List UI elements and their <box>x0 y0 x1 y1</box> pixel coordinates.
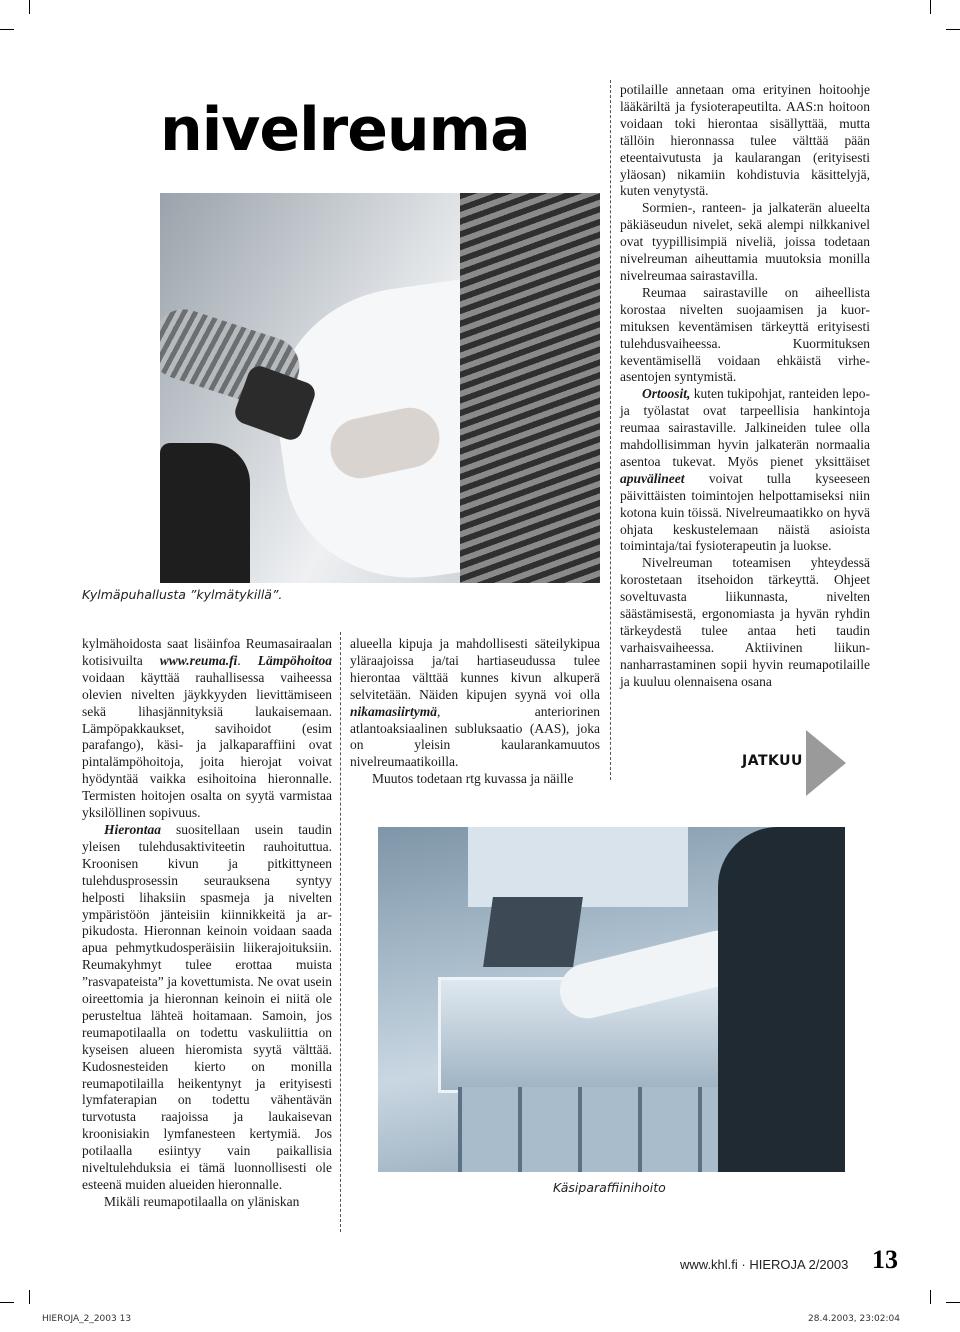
paragraph: Nivelreuman toteamisen yhteydessä korostetaan itsehoidon tärkeyttä. Ohjeet soveltuvasta liikunnasta, nivelten säästämisestä, ergonomiasta ja hyvän ryhdin tärkeydestä tulee antaa heti taudin varhaisvaiheessa. Aktiivinen liikunnanharrastaminen sopii hyvin reumapotilaille ja kuuluu olennaisena osana <box>620 555 870 689</box>
crop-mark <box>930 0 931 14</box>
photo-shape-person <box>718 827 845 1172</box>
article-column-2 <box>350 636 600 788</box>
crop-mark <box>930 1290 931 1304</box>
page-number: 13 <box>872 1245 898 1274</box>
photo-shape-legs <box>160 443 250 583</box>
paragraph: kylmähoidosta saat lisäinfoa Reumasairaalan kotisivuilta www.reuma.fi. Lämpöhoitoa voidaan käyttää rauhallisessa vaiheessa olevien nivelten jäykkyyden lievittämiseen sekä lihasjännityksiä laukaisemaan. Lämpöpakkaukset, savihoidot (esim parafango), käsi- ja jalkaparaffiini ovat pintalämpöhoitoja, joita hierojat voivat hyödyntää vaikka esihoitoina hieronnalle. Termisten hoitojen osalta on syytä varmistaa yksilöllinen sopivuus. <box>82 636 332 821</box>
emphasis: www.reuma.fi <box>159 652 238 668</box>
crop-mark <box>946 1302 960 1303</box>
photo-caption-bottom: Käsiparaffiinihoito <box>553 1180 666 1195</box>
emphasis: apuvälineet <box>620 470 685 486</box>
column-divider <box>340 632 341 1232</box>
emphasis: Ortoosit, <box>642 386 691 402</box>
paragraph: Mikäli reumapotilaalla on yläniskan <box>104 1193 300 1209</box>
photo-caption-top: Kylmäpuhallusta ”kylmätykillä”. <box>82 587 283 602</box>
paragraph: Muutos todetaan rtg kuvassa ja näille <box>372 771 574 787</box>
paragraph: alueella kipuja ja mahdollisesti säteilykipua yläraajoissa ja/tai hartiaseudussa tulee hierontaa välttää kunnes kivun alkuperä selvitetään. Näiden kipujen syynä voi olla nikamasiirtymä, anteriorinen atlantoaksiaalinen subluksaatio (AAS), joka on yleisin kaularankamuutos nivelreumaatikoilla. <box>350 636 600 770</box>
photo-paraffin-bath <box>378 827 845 1172</box>
photo-shape-stand <box>458 1087 718 1172</box>
print-slug-right: 28.4.2003, 23:02:04 <box>808 1314 900 1324</box>
footer-site: www.khl.fi · HIEROJA 2/2003 <box>680 1257 849 1272</box>
emphasis: nikamasiirtymä <box>350 703 438 719</box>
paragraph: Hierontaa suositellaan usein taudin yleisen tulehdusaktiviteetin rauhoituttua. Kroonisen kivun ja pitkittyneen tulehdusprosessin seurauksena syntyy helposti lihaksiin spasmeja ja nivelten ympäristöön jänteisiin kiinnikkeitä ja arpikudosta. Hieronnan keinoin voidaan saada apua pehmytkudosperäisiin liikerajoituksiin. Reumakyhmyt tulee erottaa muista ”rasvapateista” ja kovettumista. Ne ovat usein oireettomia ja hieronnan keinoin ei niitä ole perusteltua lähteä hoitamaan. Samoin, jos reumapotilaalla on todettu vaskuliittia on kyseisen alueen hieromista syytä välttää. Kudosnesteiden kierto on monilla reumapotilailla heikentynyt ja erityisesti lymfaterapian on todettu vähentävän turvotusta raajoissa ja laukaisevan kroonisiakin lymfanesteen kertymiä. Jos potilaalla esiintyy vain paikallisia niveltulehduksia ei tämä luonnollisesti ole esteenä muiden alueiden hieronnalle. <box>82 821 332 1192</box>
crop-mark <box>0 29 14 30</box>
continued-arrow-icon <box>806 730 846 796</box>
article-column-1 <box>82 636 332 1211</box>
article-column-3 <box>620 82 870 691</box>
photo-cold-treatment <box>160 193 600 583</box>
paragraph: Reumaa sairastaville on aiheellista korostaa nivelten suojaamisen ja kuormituksen keventämisen tärkeyttä erityisesti tulehdusvaiheessa. Kuormituksen keventämisellä voidaan ehkäistä virheasentojen syntymistä. <box>620 284 870 385</box>
photo-shape-machine-lid <box>483 897 583 967</box>
emphasis: Hierontaa <box>104 821 162 837</box>
photo-shape-striped-sleeve <box>460 193 600 583</box>
crop-mark <box>29 1290 30 1304</box>
page-title: nivelreuma <box>160 95 530 165</box>
print-slug-left: HIEROJA_2_2003 13 <box>42 1314 132 1324</box>
continued-label: JATKUU <box>742 753 803 769</box>
paragraph: potilaille annetaan oma erityinen hoitoohje lääkäriltä ja fysioterapeutilta. AAS:n hoitoon voidaan toki hierontaa sisällyttää, mutta tällöin hieronnassa tulee välttää pään eteentaivutusta ja kaularangan (erityisesti yläosan) nikamiin kohdistuvia käsittelyjä, kuten venytystä. <box>620 82 870 199</box>
photo-shape-machine-top <box>468 827 688 907</box>
paragraph: Ortoosit, kuten tukipohjat, ranteiden lepo- ja työlastat ovat tarpeellisia hankintoja reumaa sairastaville. Jalkineiden tulee olla mahdollisimman hyvin jalkaterän normaalia asentoa tukevat. Myös pienet yksittäiset apuvälineet voivat tulla kyseeseen päivittäisten toimintojen helpottamiseksi niin kotona kuin töissä. Nivelreumaatikko on hyvä ohjata keskustelemaan näistä asioista toimintaja/tai fysioterapeutin ja luokse. <box>620 386 870 554</box>
crop-mark <box>0 1302 14 1303</box>
emphasis: Lämpöhoitoa <box>257 652 332 668</box>
crop-mark <box>29 0 30 14</box>
crop-mark <box>946 29 960 30</box>
paragraph: Sormien-, ranteen- ja jalkaterän alueelta päkiäseudun nivelet, sekä alempi nilkkanivel ovat tyypillisimpiä niveliä, joissa todetaan nivelreuman aiheuttamia muutoksia monilla nivelreumaa sairastavilla. <box>620 200 870 283</box>
column-divider <box>610 80 611 780</box>
